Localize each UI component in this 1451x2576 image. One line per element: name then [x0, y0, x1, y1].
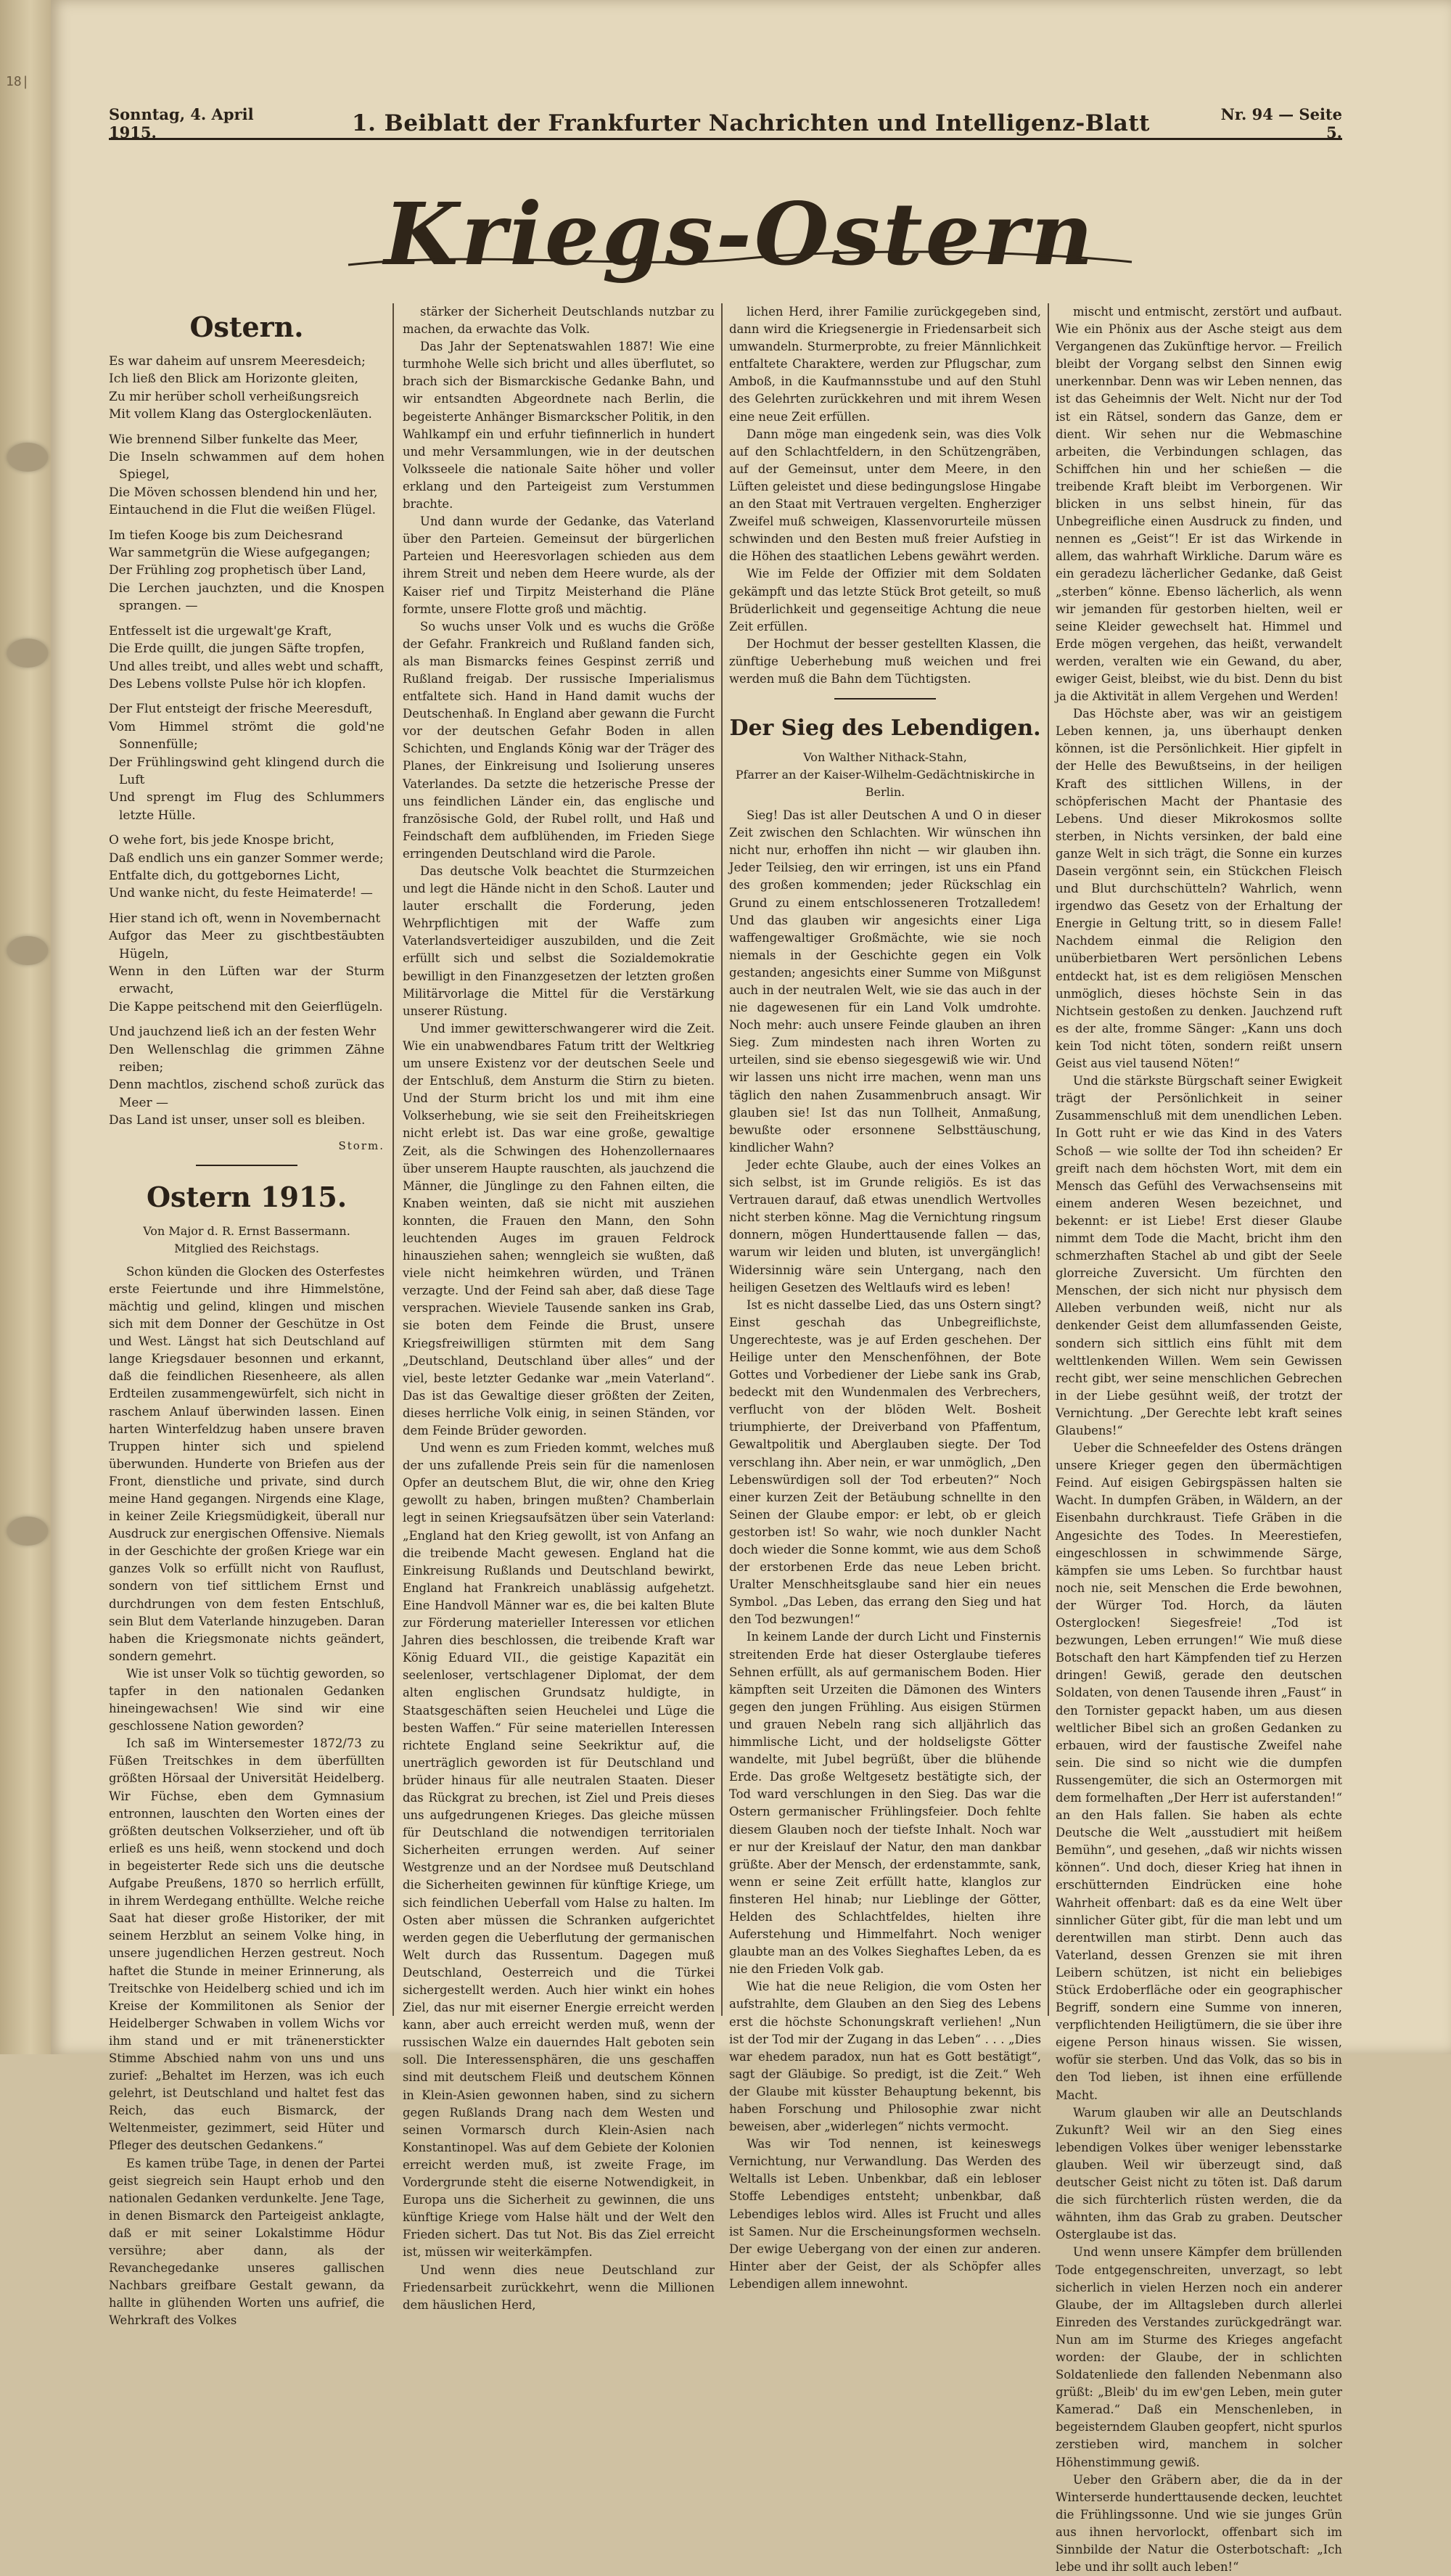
paragraph: Schon künden die Glocken des Osterfestes erste Feiertunde und ihre Himmelstöne, mächtig und gelind, klingen und mischen sich mit dem Donner der Geschütze in Ost und West. Längst hat sich Deutschland auf lange Kriegsdauer besonnen und erkannt, daß die feindlichen Riesenheere, als allen Erdteilen zusammengewürfelt, sich nicht in raschem Anlauf überwinden lassen. Einen harten Winterfeldzug haben unsere braven Truppen hinter sich und spielend überwunden. Hunderte von Briefen aus der Front, dienstliche und private, sind durch meine Hand gegangen. Nirgends eine Klage, in keiner Zeile Kriegsmüdigkeit, überall nur Ausdruck zur energischen Offensive. Niemals in der Geschichte der großen Kriege war ein ganzes Volk so erfüllt nicht von Rauflust, sondern von tief sittlichem Ernst und durchdrungen von dem festen Entschluß, sein Blut dem Vaterlande hinzugeben. Daran haben die Kriegsmonate nichts geändert, sondern gemehrt. [109, 1264, 385, 1663]
poem-line: Ich ließ den Blick am Horizonte gleiten, [109, 372, 358, 387]
paragraph: mischt und entmischt, zerstört und aufbaut. Wie ein Phönix aus der Asche steigt aus dem Vergangenen das Zukünftige hervor. — Freilich bleibt der Vorgang selbst den Sinnen ewig unerkennbar. Denn was wir Leben nennen, das ist das Geheimnis der Welt. Nicht nur der Tod ist ein Rätsel, sondern das Ganze, dem er dient. Wir sehen nur die Webmaschine arbeiten, die Verbindungen schlagen, das Schiffchen hin und her schießen — die treibende Kraft bleibt im Verborgenen. Wir blicken in uns selbst hinein, für das Unbegreifliche einen Ausdruck zu finden, und nennen es „Geist“! Er ist das Wirkende in allem, das wahrhaft Wirkliche. Darum wäre es ein geradezu lächerlicher Gedanke, daß Geist „sterben“ könne. Ebenso lächerlich, als wenn wir jemanden für gestorben hielten, weil er seine Kleider gewechselt hat. Himmel und Erde mögen vergehen, das heißt, verwandelt werden, veralten wie ein Gewand, du aber, ewiger Geist, bleibst, wie du bist. Denn du bist ja die Aktivität in allem Vergehen und Werden! [1056, 305, 1342, 704]
paragraph: Dann möge man eingedenk sein, was dies Volk auf den Schlachtfeldern, in den Schützengräben, auf der Gemeinsut, unter dem Meere, in den Lüften geleistet und diese bedingungslose Hingabe an den Staat mit Vertrauen vergelten. Engherziger Zweifel muß schweigen, Klassenvorurteile müssen schwinden und den Besten muß freier Aufstieg in die Höhen des staatlichen Lebens gewährt werden. [729, 427, 1041, 564]
poem-line: Entfesselt ist die urgewalt'ge Kraft, [109, 623, 332, 639]
poem-line: Den Wellenschlag die grimmen Zähne reiben; [109, 1042, 385, 1075]
poem-author: Storm. [338, 1139, 385, 1152]
poem-stanza [109, 431, 385, 520]
column-rule [721, 303, 723, 2016]
article-body [403, 303, 715, 2314]
article-body [729, 807, 1041, 2293]
article-body [109, 1263, 385, 2330]
poem-line: O wehe fort, bis jede Knospe bricht, [109, 833, 334, 848]
poem-line: Es war daheim auf unsrem Meeresdeich; [109, 354, 366, 369]
poem-line: Die Kappe peitschend mit den Geierflügeln. [109, 999, 383, 1014]
spine-label: 18| [6, 74, 30, 89]
paragraph: Das Höchste aber, was wir an geistigem Leben kennen, ja, uns überhaupt denken können, ist die Persönlichkeit. Hier gipfelt in der Helle des Bewußtseins, in der heiligen Kraft des sittlichen Willens, in der schöpferischen Macht der Phantasie des Lebens. Und dieser Mikrokosmos sollte sterben, in Nichts versinken, der bald eine ganze Welt in sich trägt, die Sonne ein kurzes Dasein vergönnt sein, ein Stückchen Fleisch und Blut durchschütteln? Wahrlich, wenn irgendwo das Gesetz von der Erhaltung der Energie in Geltung tritt, so in diesem Falle! Nachdem einmal die Religion den unüberbietbaren Wert persönlichen Lebens entdeckt hat, ist es dem religiösen Menschen unmöglich, dieses höchste Sein in das Nichtsein gestoßen zu denken. Jauchzend ruft es der alte, fromme Sänger: „Kann uns doch kein Tod nicht töten, sondern reißt unsern Geist aus viel tausend Nöten!“ [1056, 707, 1342, 1071]
poem-line: Der Frühlingswind geht klingend durch die Luft [109, 755, 385, 787]
paragraph: Ist es nicht dasselbe Lied, das uns Ostern singt? Einst geschah das Unbegreiflichste, Ungerechteste, was je auf Erden geschehen. Der Heilige unter den Menschenföhnen, der Bote Gottes und Vorbediener der Liebe sank ins Grab, bedeckt mit den Wundenmalen des Verbrechers, verflucht von der blöden Welt. Bosheit triumphierte, der Dreiverband von Pfaffentum, Gewaltpolitik und Aberglauben siegte. Der Tod verschlang ihn. Aber nein, er war unmöglich, „Den Lebenswürdigen soll der Tod erbeuten?“ Noch einer kurzen Zeit der Betäubung schnellte in den Seinen der Glaube empor: er lebt, ob er gleich gestorben ist! So wahr, wie noch dunkler Nacht doch wieder die Sonne kommt, wie aus dem Schoß der erstorbenen Erde das neue Leben bricht. Uralter Menschheitsglaube sand hier ein neues Symbol. „Das Leben, das errang den Sieg und hat den Tod bezwungen!“ [729, 1297, 1041, 1627]
poem-stanza [109, 527, 385, 615]
column-rule [1048, 303, 1049, 2016]
paragraph: Sieg! Das ist aller Deutschen A und O in dieser Zeit zwischen den Schlachten. Wir wünschen ihn nicht nur, erhoffen ihn nicht — wir glauben ihn. Jeder Teilsieg, den wir erringen, ist uns ein Pfand des großen kommenden; jeder Rückschlag ein Grund zu einem entschlosseneren Trotzalledem! Und das glauben wir angesichts einer Liga waffengewaltiger Großmächte, wie sie noch niemals in der Geschichte gegen ein Volk gestanden; angesichts einer Summe von Mißgunst auch in der neutralen Welt, wie sie das auch in der nie dagewesenen für ein Land Volk umdrohte. Noch mehr: auch unsere Feinde glauben an ihren Sieg. Zum mindesten nach ihren Worten zu urteilen, sind sie ebenso siegesgewiß wie wir. Und wir lassen uns nicht irre machen, wenn man uns täglich den nahen Zusammenbruch ansagt. Wir glauben sie! Ist das nun Tollheit, Anmaßung, bewußte oder ersonnene Selbsttäuschung, kindlicher Wahn? [729, 808, 1041, 1154]
paragraph: Wie im Felde der Offizier mit dem Soldaten gekämpft und das letzte Stück Brot geteilt, so muß Brüderlichkeit und gegenseitige Achtung die neue Zeit erfüllen. [729, 567, 1041, 633]
paragraph: Und die stärkste Bürgschaft seiner Ewigkeit trägt der Persönlichkeit in seiner Zusammenschluß mit dem unendlichen Leben. In Gott ruht er wie das Kind in des Vaters Schoß — wie sollte der Tod ihn scheiden? Er greift nach dem höchsten Wort, mit dem ein Mensch das Gefühl des Verwachsenseins mit einem anderen Wesen bezeichnet, und bekennt: er ist Liebe! Erst dieser Glaube nimmt dem Tode die Macht, bricht ihm den schmerzhaften Stachel ab und gibt der Seele glorreiche Zuversicht. Um fürchten den Menschen, der sich nicht nur physisch dem Alleben verbunden weiß, nicht nur als denkender Geist dem allumfassenden Geiste, sondern sich sittlich eins fühlt mit dem welttlenkenden Willen. Wem sein Gewissen recht gibt, wer seine menschlichen Gebrechen in der Liebe gesühnt weiß, der trotzt der Vernichtung. „Der Gerechte lebt kraft seines Glaubens!“ [1056, 1074, 1342, 1437]
poem-line: Aufgor das Meer zu gischtbestäubten Hügeln, [109, 929, 385, 961]
poem-line: Und wanke nicht, du feste Heimaterde! — [109, 886, 373, 901]
paragraph: In keinem Lande der durch Licht und Finsternis streitenden Erde hat dieser Osterglaube tieferes Sehnen erfüllt, als auf germanischem Boden. Hier kämpften seit Urzeiten die Dämonen des Winters gegen den jungen Frühling. Aus eisigen Stürmen und grauen Nebeln rang sich alljährlich das himmlische Licht, und der holdseligste Götter wandelte, mit Jubel begrüßt, über die blühende Erde. Das große Weltgesetz bestätigte sich, der Tod ward verschlungen in den Sieg. Das war die Ostern germanischer Frühlingsfeier. Doch fehlte diesem Glauben noch der tiefste Inhalt. Noch war er nur der Kreislauf der Natur, den man dankbar grüßte. Aber der Mensch, der erdenstammte, sank, wenn er seine Zeit erfüllt hatte, klanglos zur finsteren Hel hinab; nur Lieblinge der Götter, Helden des Schlachtfeldes, hielten ihre Auferstehung und Himmelfahrt. Noch weniger glaubte man an des Volkes Sieghaftes Leben, da es nie den Frieden Volk gab. [729, 1630, 1041, 1977]
paragraph: Warum glauben wir alle an Deutschlands Zukunft? Weil wir an den Sieg eines lebendigen Volkes über weniger lebensstarke glauben. Weil wir überzeugt sind, daß deutscher Geist nicht zu töten ist. Daß darum die sich fürchterlich rüsten werden, die da wähnten, ihm das Grab zu graben. Deutscher Osterglaube ist das. [1056, 2105, 1342, 2242]
paragraph: Ich saß im Wintersemester 1872/73 zu Füßen Treitschkes in dem überfüllten größten Hörsaal der Universität Heidelberg. Wir Füchse, eben dem Gymnasium entronnen, lauschten den Worten eines der größten deutschen Volkserzieher, und oft üb erließ es uns heiß, wenn stockend und doch in begeisterter Rede sich uns die deutsche Aufgabe Preußens, 1870 so herrlich erfüllt, in ihrem Werdegang enthüllte. Welche reiche Saat hat dieser große Historiker, der mit seinem Herzblut an seinem Volke hing, in unsere jugendlichen Herzen gestreut. Noch haftet die Stunde in meiner Erinnerung, als Treitschke von Heidelberg schied und ich im Kreise der Kommilitonen als Senior der Heidelberger Schwaben in vollem Wichs vor ihm stand und er mit tränenerstickter Stimme Abschied nahm von uns und uns zurief: „Behaltet im Herzen, was ich euch gelehrt, ist Deutschland und haltet fest das Reich, das euch Bismarck, der Weltenmeister, gezimmert, seid Hüter und Pfleger des deutschen Gedankens.“ [109, 1736, 385, 2153]
page-tear [7, 1517, 48, 1546]
poem-line: Daß endlich uns ein ganzer Sommer werde; [109, 850, 384, 866]
poem-line: Und alles treibt, und alles webt und schafft, [109, 659, 384, 674]
issue-date: Sonntag, 4. April 1915. [109, 105, 254, 141]
article-title: Der Sieg des Lebendigen. [729, 715, 1041, 742]
poem-line: Entfalte dich, du gottgebornes Licht, [109, 868, 340, 883]
article-byline-role: Mitglied des Reichstags. [174, 1241, 319, 1255]
page-tear [7, 639, 48, 668]
paragraph: Wie hat die neue Religion, die vom Osten her aufstrahlte, dem Glauben an den Sieg des Lebens erst die höchste Schonungskraft verliehen! „Nun ist der Tod mir der Zugang in das Leben“ . . . „Dies war ehedem paradox, nun hat es Gott bestätigt“, sagt der Gläubige. So predigt, ist die Zeit.“ Weh der Glaube mit küsster Behauptung bekennt, bis haben Forschung und Philosophie zwar nicht beweisen, aber „widerlegen“ nichts vermocht. [729, 1980, 1041, 2134]
column-2 [403, 303, 715, 2312]
paragraph: Ueber die Schneefelder des Ostens drängen unsere Krieger gegen den übermächtigen Feind. Auf eisigen Gebirgspässen halten sie Wacht. In dumpfen Gräben, in Wäldern, an der Eisenbahn durchkraust. Tiefe Gräben in die Angesichte des Todes. In Meerestiefen, eingeschlossen in schwimmende Särge, kämpfen sie ums Leben. So furchtbar haust noch nie, seit Menschen die Erde bewohnen, der Würger Tod. Horch, da läuten Osterglocken! Siegesfreie! „Tod ist bezwungen, Leben errungen!“ Wie muß diese Botschaft den hart Kämpfenden tief zu Herzen dringen! Gewiß, gerade den deutschen Soldaten, von denen Tausende ihren „Faust“ in den Tornister gepackt haben, um aus diesen weltlicher Bibel sich an großen Gedanken zu erbauen, wird der faustische Zweifel nahe sein. Die sind so nicht wie die dumpfen Russengemüter, die sich an Ostermorgen mit dem formelhaften „Der Herr ist auferstanden!“ an den Hals fallen. Sie haben als echte Deutsche die Welt „ausstudiert mit heißem Bemühn“, und gesehen, „daß wir nichts wissen können“. Und doch, dieser Krieg hat ihnen in erschütternden Eindrücken eine hohe Wahrheit offenbart: daß es da eine Welt über sinnlicher Güter gibt, für die man lebt und um derentwillen man stirbt. Denn auch das Vaterland, dessen Grenzen sie mit ihren Leibern schützen, ist nicht ein beliebiges Stück Erdoberfläche oder ein geographischer Begriff, sondern eine Summe von inneren, verpflichtenden Heiligtümern, die sie über ihre eigene Person hinaus wissen. Sie wissen, wofür sie sterben. Und das Volk, das so bis in den Tod lieben, ist ihnen eine erfüllende Macht. [1056, 1441, 1342, 2102]
paragraph: Und wenn unsere Kämpfer dem brüllenden Tode entgegenschreiten, unverzagt, so lebt sicherlich in vielen Herzen noch ein anderer Glaube, der im Alltagsleben durch allerlei Einreden des Verstandes zurückgedrängt war. Nun am im Sturme des Krieges angefacht worden: der Glaube, der in schlichten Soldatenliede den fallenden Nebenmann also grüßt: „Bleib' du im ew'gen Leben, mein guter Kamerad.“ Daß ein Menschenleben, in begeisterndem Glauben geopfert, nicht spurlos zerstieben wird, manchem in solcher Höhenstimmung gewiß. [1056, 2245, 1342, 2469]
paragraph: Jeder echte Glaube, auch der eines Volkes an sich selbst, ist im Grunde religiös. Es ist das Vertrauen darauf, daß etwas unendlich Wertvolles nicht sterben könne. Mag die Vernichtung ringsum donnern, mögen Hunderttausende fallen — das, warum wir leiden und bluten, ist unvergänglich! Widersinnig wäre sein Untergang, nach den heiligen Gesetzen des Weltlaufs wird es leben! [729, 1157, 1041, 1295]
poem-stanza [109, 623, 385, 694]
paragraph: Und dann wurde der Gedanke, das Vaterland über den Parteien. Gemeinsut der bürgerlichen Parteien und Heeresvorlagen schieden aus dem ihrem Streit und neben dem Heere wurde, als der Kaiser rief und Tirpitz Meisterhand die Pläne formte, unsere Flotte groß und mächtig. [403, 514, 715, 616]
supplement-title: 1. Beiblatt der Frankfurter Nachrichten und Intelligenz-Blatt [352, 110, 1150, 136]
column-4 [1056, 303, 1342, 2575]
paragraph: Ueber den Gräbern aber, die da in der Winterserde hunderttausende decken, leuchtet die Frühlingssonne. Und wie sie junges Grün aus ihnen hervorlockt, offenbart sich im Sinnbilde der Natur die Osterbotschaft: „Ich lebe und ihr sollt auch leben!“ [1056, 2472, 1342, 2575]
poem-line: Die Erde quillt, die jungen Säfte tropfen, [109, 641, 365, 657]
section-divider [196, 1165, 297, 1166]
poem-stanza [109, 832, 385, 903]
article-title: Ostern 1915. [146, 1180, 348, 1213]
column-3 [729, 303, 1041, 2291]
page-spine [0, 0, 51, 2054]
paragraph: Und wenn dies neue Deutschland zur Friedensarbeit zurückkehrt, wenn die Millionen dem häuslichen Herd, [403, 2263, 715, 2312]
paragraph: lichen Herd, ihrer Familie zurückgegeben sind, dann wird die Kriegsenergie in Friedensarbeit sich umwandeln. Sturmerprobte, zu freier Männlichkeit entfaltete Charaktere, werden zur Pflugschar, zum Amboß, in die Kaufmannsstube und auf den Stuhl des Gelehrten zurückkehren und mit ihrem Wesen eine neue Zeit erfüllen. [729, 305, 1041, 424]
poem-line: Die Inseln schwammen auf dem hohen Spiegel, [109, 450, 385, 483]
poem-line: Wenn in den Lüften war der Sturm erwacht, [109, 964, 385, 997]
poem-stanza [109, 910, 385, 1016]
poem-line: Denn machtlos, zischend schoß zurück das Meer — [109, 1078, 385, 1110]
poem-line: Und sprengt im Flug des Schlummers letzte Hülle. [109, 790, 385, 823]
poem-stanza [109, 1023, 385, 1129]
masthead-flourish [334, 243, 1146, 272]
poem-line: Hier stand ich oft, wenn in Novembernacht [109, 911, 381, 926]
paragraph: Das Jahr der Septenatswahlen 1887! Wie eine turmhohe Welle sich bricht und alles überflutet, so brach sich der Bismarckische Gedanke Bahn, und wir entsandten Abgeordnete nach Berlin, die begeisterte Anhänger Bismarckscher Politik, in den Wahlkampf ein und erfuhr tiefinnerlich in hundert und mehr Versammlungen, wie in der deutschen Volksseele die nationale Saite höher und voller erklang und den Parteigeist zum Verstummen brachte. [403, 340, 715, 512]
paragraph: stärker der Sicherheit Deutschlands nutzbar zu machen, da erwachte das Volk. [403, 305, 715, 337]
poem-line: Und jauchzend ließ ich an der festen Wehr [109, 1025, 377, 1040]
poem-line: Mit vollem Klang das Osterglockenläuten. [109, 407, 372, 422]
article-body [729, 303, 1041, 688]
page-number: Nr. 94 — Seite 5. [1220, 105, 1342, 141]
article-byline-role: Pfarrer an der Kaiser-Wilhelm-Gedächtniskirche in Berlin. [735, 768, 1035, 800]
poem-line: Die Lerchen jauchzten, und die Knospen sprangen. — [109, 581, 385, 614]
page-tear [7, 936, 48, 965]
article-body [1056, 303, 1342, 2576]
poem-line: Im tiefen Kooge bis zum Deichesrand [109, 528, 343, 543]
column-rule [392, 303, 394, 2016]
poem-line: Eintauchend in die Flut die weißen Flügel. [109, 503, 377, 518]
poem-title: Ostern. [189, 311, 304, 343]
paragraph: Der Hochmut der besser gestellten Klassen, die zünftige Ueberhebung muß weichen und frei werden muß die Bahn dem Tüchtigsten. [729, 636, 1041, 686]
paragraph: Es kamen trübe Tage, in denen der Partei geist siegreich sein Haupt erhob und den nationalen Gedanken verdunkelte. Jene Tage, in denen Bismarck den Parteigeist anklagte, daß er mit seiner Lokalstimme Hödur versühre; aber dann, als der Revanchegedanke unseres gallischen Nachbars greifbare Gestalt gewann, da hallte in glühenden Worten uns aufrief, die Wehrkraft des Volkes [109, 2156, 385, 2328]
paragraph: Und immer gewitterschwangerer wird die Zeit. Wie ein unabwendbares Fatum tritt der Weltkrieg um unsere Existenz vor der deutschen Seele und der Entschluß, dem Ansturm die Stirn zu bieten. Und der Sturm bricht los und mit ihm eine Volkserhebung, wie sie seit den Freiheitskriegen nicht erlebt ist. Das war eine große, gewaltige Zeit, als die Schwingen des Hohenzollernaares über unserem Haupte rauschten, als jauchzend die Männer, die Jünglinge zu den Fahnen eilten, die Knaben weinten, daß sie nicht mit ausziehen konnten, die Frauen den Mann, den Sohn leuchtenden Auges im grauen Feldrock hinausziehen sahen; wenngleich sie wußten, daß viele nicht heimkehren würden, und Tränen verzagte. Und der Feind sah aber, daß diese Tage versprachen. Wieviele Tausende sanken ins Grab, sie boten dem Feinde die Brust, unsere Kriegsfreiwilligen stürmten mit dem Sang „Deutschland, Deutschland über alles“ und der viel, beste letzter Gedanke war „mein Vaterland“. Das ist das Gewaltige dieser größten der Zeiten, dieses herrliche Volk einig, in seinen Ständen, vor dem Feinde Brüder geworden. [403, 1021, 715, 1437]
poem-line: Das Land ist unser, unser soll es bleiben. [109, 1113, 366, 1128]
column-1 [109, 303, 385, 2328]
article-byline: Von Major d. R. Ernst Bassermann. [143, 1223, 350, 1238]
masthead-title: Kriegs-Ostern [384, 184, 1096, 284]
poem-line: Die Möven schossen blendend hin und her, [109, 485, 378, 500]
poem-stanza [109, 700, 385, 824]
paragraph: Und wenn es zum Frieden kommt, welches muß der uns zufallende Preis sein für die namenlosen Opfer an deutschem Blut, die wir, ohne den Krieg gewollt zu haben, bringen mußten? Chamberlain legt in seinen Kriegsaufsätzen über sein Vaterland: „England hat den Krieg gewollt, ist von Anfang an die treibende Macht gewesen. England hat die Einkreisung Rußlands und Deutschland bewirkt, England hat Frankreich unablässig aufgehetzt. Eine Handvoll Männer war es, die bei kalten Blute zur Förderung materieller Interessen vor etlichen Jahren dies beschlossen, die treibende Kraft war König Eduard VII., die geistige Kapazität ein seelenloser, vertschlagener Diplomat, der dem alten englischen Grundsatz huldigte, in Staatsgeschäften seien Heuchelei und Lüge die besten Waffen.“ Für seine materiellen Interessen richtete England seine Seekriktur auf, die unerträglich geworden ist für Deutschland und brüder hinaus für alle neutralen Staaten. Dieser das Rückgrat zu brechen, ist Ziel und Preis dieses uns aufgedrungenen Krieges. Das gleiche müssen für Deutschland die notwendigen territorialen Sicherheiten errungen werden. Auf seiner Westgrenze und an der Nordsee muß Deutschland die Sicherheiten gewinnen für künftige Kriege, um sich feindlichen Ueberfall vom Halse zu halten. Im Osten aber müssen die Schranken aufgerichtet werden gegen die Ueberflutung der germanischen Welt durch das Russentum. Dagegen muß Deutschland, Oesterreich und die Türkei sichergestellt werden. Auch hier winkt ein hohes Ziel, das nur mit eiserner Energie erreicht werden kann, aber auch erreicht werden muß, wenn der russischen Walze ein dauerndes Halt geboten sein soll. Die Interessensphären, die uns geschaffen sind mit deutschem Fleiß und deutschem Können in Klein-Asien gewonnen haben, sind zu sichern gegen Rußlands Drang nach dem Westen und seinen Vormarsch durch Klein-Asien nach Konstantinopel. Was auf dem Gebiete der Kolonien erreicht werden muß, ist zweite Frage, im Vordergrunde steht die eiserne Notwendigkeit, in Europa uns die Sicherheit zu gewinnen, die uns künftige Kriege vom Halse hält und der Welt den Frieden sichert. Das tut Not. Bis das Ziel erreicht ist, müssen wir weiterkämpfen. [403, 1441, 715, 2260]
poem-body [109, 353, 385, 1130]
page-header [109, 105, 1342, 141]
poem-line: Zu mir herüber scholl verheißungsreich [109, 389, 359, 404]
section-divider [834, 698, 936, 700]
poem-stanza [109, 353, 385, 424]
poem-line: Des Lebens vollste Pulse hör ich klopfen. [109, 676, 366, 692]
poem-line: Der Frühling zog prophetisch über Land, [109, 563, 366, 578]
article-byline: Von Walther Nithack-Stahn, [803, 750, 967, 765]
paragraph: Was wir Tod nennen, ist keineswegs Vernichtung, nur Verwandlung. Das Werden des Weltalls ist Leben. Unbenkbar, daß ein lebloser Stoffe Lebendiges entsteht; unbenkbar, daß Lebendiges leblos wird. Alles ist Frucht und alles ist Samen. Nur die Erscheinungsformen wechseln. Der ewige Uebergang von der einen zur anderen. Hinter aber der Geist, der als Schöpfer alles Lebendigen allem innewohnt. [729, 2137, 1041, 2291]
paragraph: Das deutsche Volk beachtet die Sturmzeichen und legt die Hände nicht in den Schoß. Lauter und lauter erschallt die Forderung, jeden Wehrpflichtigen mit der Waffe zum Vaterlandsverteidiger auszubilden, und die Zeit erfüllt sich und selbst die Sozialdemokratie bewilligt in den Finanzgesetzen der letzten großen Militärvorlage die Mittel für die Verstärkung unserer Rüstung. [403, 864, 715, 1018]
poem-line: War sammetgrün die Wiese aufgegangen; [109, 546, 371, 561]
paragraph: Wie ist unser Volk so tüchtig geworden, so tapfer in den nationalen Gedanken hineingewachsen! Wie sind wir eine geschlossene Nation geworden? [109, 1666, 385, 1734]
poem-line: Der Flut entsteigt der frische Meeresduft, [109, 702, 373, 717]
poem-line: Vom Himmel strömt die gold'ne Sonnenfülle; [109, 719, 385, 752]
paragraph: So wuchs unser Volk und es wuchs die Größe der Gefahr. Frankreich und Rußland fanden sich, als man Bismarcks feines Gespinst zerriß und Rußland freigab. Der russische Imperialismus entfaltete sich. Hand in Hand damit wuchs der Deutschenhaß. In England aber gewann die Furcht vor der deutschen Gefahr Boden in allen Schichten, und Englands König war der Träger des Planes, der Einkreisung und Isolierung unseres Vaterlandes. Da setzte die hetzerische Presse der uns feindlichen Länder ein, das englische und französische Gold, der Rubel rollt, und Haß und Feindschaft dem aufblühenden, im Frieden Siege erringenden Deutschland wird die Parole. [403, 619, 715, 861]
poem-line: Wie brennend Silber funkelte das Meer, [109, 432, 358, 447]
page-tear [7, 443, 48, 472]
